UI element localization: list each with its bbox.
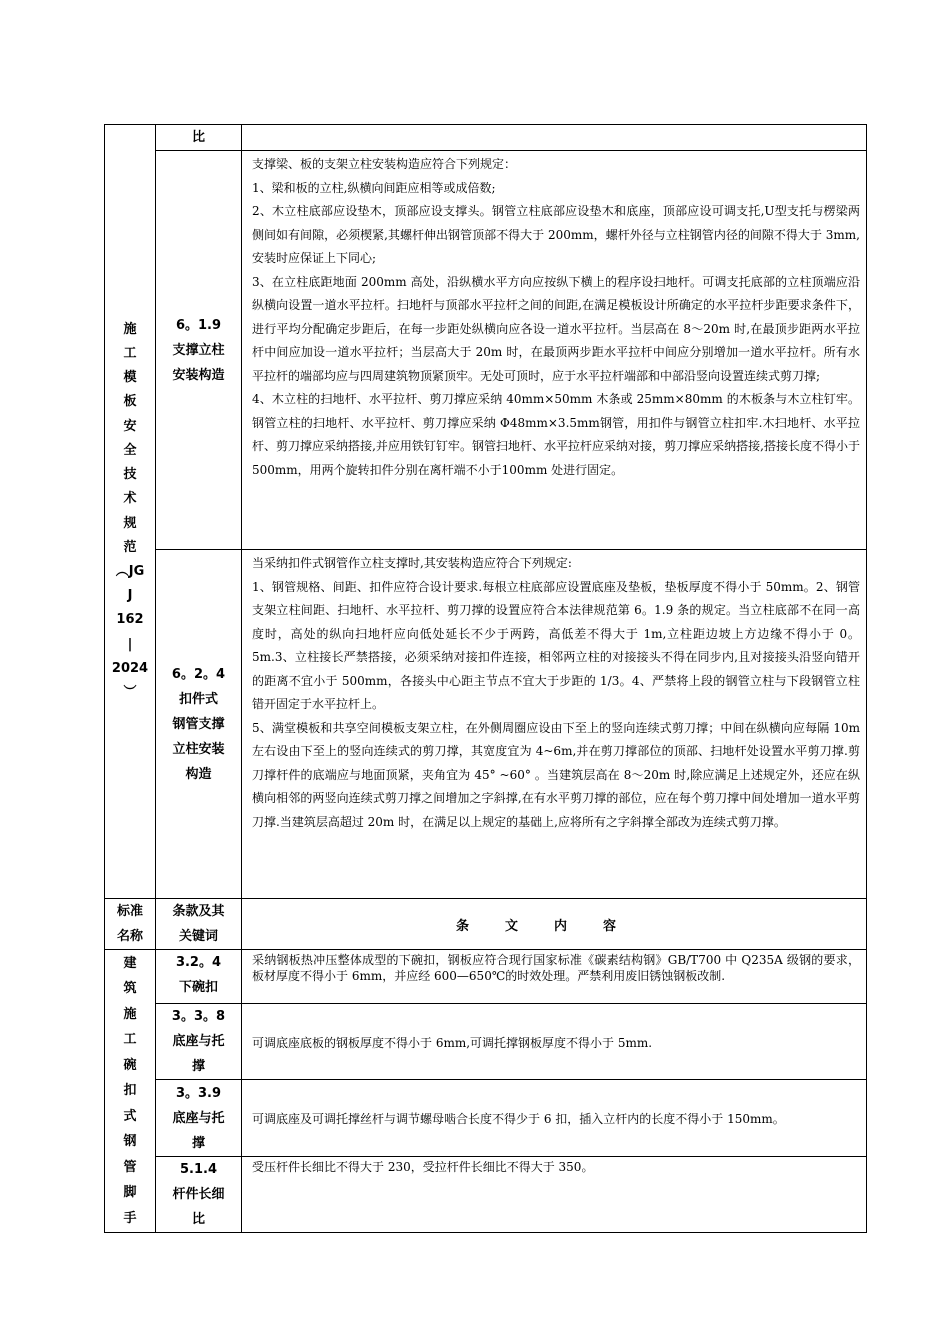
- clause-keyword: 立柱安装: [172, 741, 225, 757]
- std-char: 模: [123, 370, 137, 386]
- clause-cell-3-3-8: [156, 1004, 242, 1080]
- clause-keyword: 撑: [191, 1059, 205, 1074]
- clause-cell: [156, 125, 242, 151]
- clause-keyword: 底座与托: [172, 1110, 225, 1126]
- std-char: 扣: [123, 1083, 137, 1099]
- content-cell-6-2-4: [242, 550, 867, 899]
- content-cell-3-2-4: 采纳钢板热冲压整体成型的下碗扣，钢板应符合现行国家标准《碳素结构钢》GB/T700 中 Q235A 级钢的要求，板材厚度不得小于 6mm，并应经 600—650℃的时效处理。严禁利用废旧锈蚀钢板改制.: [242, 950, 867, 1004]
- clause-text: 比: [191, 130, 205, 145]
- std-char: 手: [123, 1210, 137, 1226]
- clause-keyword: 扣件式: [178, 691, 218, 707]
- std-char: 2024: [111, 660, 149, 676]
- std-char: 建: [123, 955, 137, 971]
- header-clause-keyword: [156, 899, 242, 950]
- std-char: 全: [123, 442, 137, 458]
- clause-keyword: 支撑立柱: [172, 342, 225, 358]
- header-text: 条款及其: [172, 904, 225, 919]
- paragraph: 3、在立柱底距地面 200mm 高处，沿纵横水平方向应按纵下横上的程序设扫地杆。可调支托底部的立柱顶端应沿纵横向设置一道水平拉杆。扫地杆与顶部水平拉杆之间的间距,在满足模板设计所确定的水平拉杆步距要求条件下，进行平均分配确定步距后，在每一步距处纵横向应各设一道水平拉杆。当层高在 8～20m 时,在最顶步距两水平拉杆中间应加设一道水平拉杆；当层高大于 20m 时，在最顶两步距水平拉杆中间应分别增加一道水平拉杆。所有水平拉杆的端部均应与四周建筑物顶紧顶牢。无处可顶时，应于水平拉杆端部和中部沿竖向设置连续式剪刀撑;: [252, 274, 860, 383]
- paragraph: 支撑梁、板的支架立柱安装构造应符合下列规定：: [252, 157, 517, 171]
- std-char: J: [127, 588, 133, 604]
- std-char: 技: [123, 467, 137, 483]
- std-char: 施: [123, 321, 137, 337]
- clause-keyword: 钢管支撑: [172, 716, 225, 732]
- paragraph: 2、木立柱底部应设垫木，顶部应设支撑头。钢管立柱底部应设垫木和底座，顶部应设可调支托,U型支托与楞梁两侧间如有间隙，必须楔紧,其螺杆伸出钢管顶部不得大于 200mm，螺杆外径与立柱钢管内径的间隙不得大于 3mm,安装时应保证上下同心;: [252, 204, 860, 265]
- paragraph: 4、木立柱的扫地杆、水平拉杆、剪刀撑应采纳 40mm×50mm 木条或 25mm×80mm 的木板条与木立柱钉牢。钢管立柱的扫地杆、水平拉杆、剪刀撑应采纳 Φ48mm×3.5mm钢管，用扣件与钢管立柱扣牢.木扫地杆、水平拉杆、剪刀撑应采纳搭接,并应用铁钉钉牢。钢管扫地杆、水平拉杆应采纳对接，剪刀撑应采纳搭接,搭接长度不得小于 500mm，用两个旋转扣件分别在离杆端不小于100mm 处进行固定。: [252, 392, 860, 477]
- std-char: 碗: [123, 1057, 137, 1073]
- paragraph: 当采纳扣件式钢管作立柱支撑时,其安装构造应符合下列规定:: [252, 556, 572, 570]
- clause-cell-6-2-4: [156, 550, 242, 899]
- std-char: 工: [123, 346, 137, 362]
- content-cell-3-3-8: 可调底座底板的钢板厚度不得小于 6mm,可调托撑钢板厚度不得小于 5mm.: [242, 1004, 867, 1080]
- clause-number: 5.1.4: [179, 1162, 217, 1177]
- clause-keyword: 比: [191, 1212, 205, 1227]
- clause-keyword: 构造: [185, 766, 212, 782]
- paragraph: 1、梁和板的立柱,纵横向间距应相等或成倍数;: [252, 180, 496, 195]
- clause-keyword: 下碗扣: [178, 980, 218, 995]
- standard-name-cell-1: [105, 125, 156, 899]
- paragraph: 5、满堂模板和共享空间模板支架立柱，在外侧周圈应设由下至上的竖向连续式剪刀撑；中间在纵横向应每隔 10m 左右设由下至上的竖向连续式的剪刀撑，其宽度宜为 4~6m,并在剪刀撑部位的顶部、扫地杆处设置水平剪刀撑.剪刀撑杆件的底端应与地面顶紧，夹角宜为 45° ~60° 。当建筑层高在 8～20m 时,除应满足上述规定外，还应在纵横向相邻的两竖向连续式剪刀撑之间增加之字斜撑,在有水平剪刀撑的部位，应在每个剪刀撑中间处增加一道水平剪刀撑.当建筑层高超过 20m 时，在满足以上规定的基础上,应将所有之字斜撑全部改为连续式剪刀撑。: [252, 720, 860, 829]
- clause-number: 6。1.9: [175, 317, 222, 333]
- content-cell-5-1-4: 受压杆件长细比不得大于 230，受拉杆件长细比不得大于 350。: [242, 1157, 867, 1233]
- std-char: 脚: [123, 1185, 137, 1201]
- std-char: 钢: [123, 1134, 137, 1150]
- clause-cell-5-1-4: [156, 1157, 242, 1233]
- standards-table: [104, 124, 867, 1233]
- header-standard-name: [105, 899, 156, 950]
- std-char: 板: [123, 394, 137, 410]
- clause-cell-6-1-9: [156, 151, 242, 550]
- std-char: 规: [123, 515, 137, 531]
- content-cell-6-1-9: [242, 151, 867, 550]
- clause-number: 3。3。8: [171, 1009, 226, 1024]
- std-char: 管: [123, 1159, 137, 1175]
- std-char: 式: [123, 1108, 137, 1124]
- header-content-title: 条文内容: [242, 899, 867, 950]
- content-cell-empty: [242, 125, 867, 151]
- clause-keyword: 安装构造: [172, 367, 225, 383]
- header-text: 标准: [116, 904, 143, 919]
- clause-number: 6。2。4: [171, 666, 226, 682]
- header-text: 关键词: [178, 929, 218, 944]
- header-text: 名称: [116, 929, 143, 944]
- std-char: |: [127, 636, 133, 652]
- clause-keyword: 底座与托: [172, 1034, 225, 1049]
- std-char: ︶: [123, 684, 137, 700]
- clause-cell-3-3-9: [156, 1080, 242, 1157]
- content-cell-3-3-9: 可调底座及可调托撑丝杆与调节螺母啮合长度不得少于 6 扣，插入立杆内的长度不得小于 150mm。: [242, 1080, 867, 1157]
- clause-keyword: 撑: [191, 1135, 205, 1151]
- clause-number: 3。3.9: [175, 1085, 222, 1101]
- std-char: ︵JG: [115, 563, 145, 579]
- clause-keyword: 杆件长细: [172, 1187, 225, 1202]
- std-char: 范: [123, 539, 137, 555]
- standard-name-cell-2: [105, 950, 156, 1233]
- std-char: 安: [123, 418, 137, 434]
- clause-cell-3-2-4: [156, 950, 242, 1004]
- std-char: 术: [123, 491, 137, 507]
- paragraph: 1、钢管规格、间距、扣件应符合设计要求.每根立柱底部应设置底座及垫板，垫板厚度不得小于 50mm。2、钢管支架立柱间距、扫地杆、水平拉杆、剪刀撑的设置应符合本法律规范第 6。1.9 条的规定。当立柱底部不在同一高度时，高处的纵向扫地杆应向低处延长不少于两跨，高低差不得大于 1m,立柱距边坡上方边缘不得小于 0。5m.3、立柱接长严禁搭接，必须采纳对接扣件连接，相邻两立柱的对接接头不得在同步内,且对接接头沿竖向错开的距离不宜小于 500mm，各接头中心距主节点不宜大于步距的 1/3。4、严禁将上段的钢管立柱与下段钢管立柱错开固定于水平拉杆上。: [252, 579, 860, 711]
- std-char: 筑: [123, 981, 137, 997]
- std-char: 162: [116, 612, 144, 628]
- std-char: 工: [123, 1032, 137, 1048]
- clause-number: 3.2。4: [175, 955, 222, 970]
- std-char: 施: [123, 1006, 137, 1022]
